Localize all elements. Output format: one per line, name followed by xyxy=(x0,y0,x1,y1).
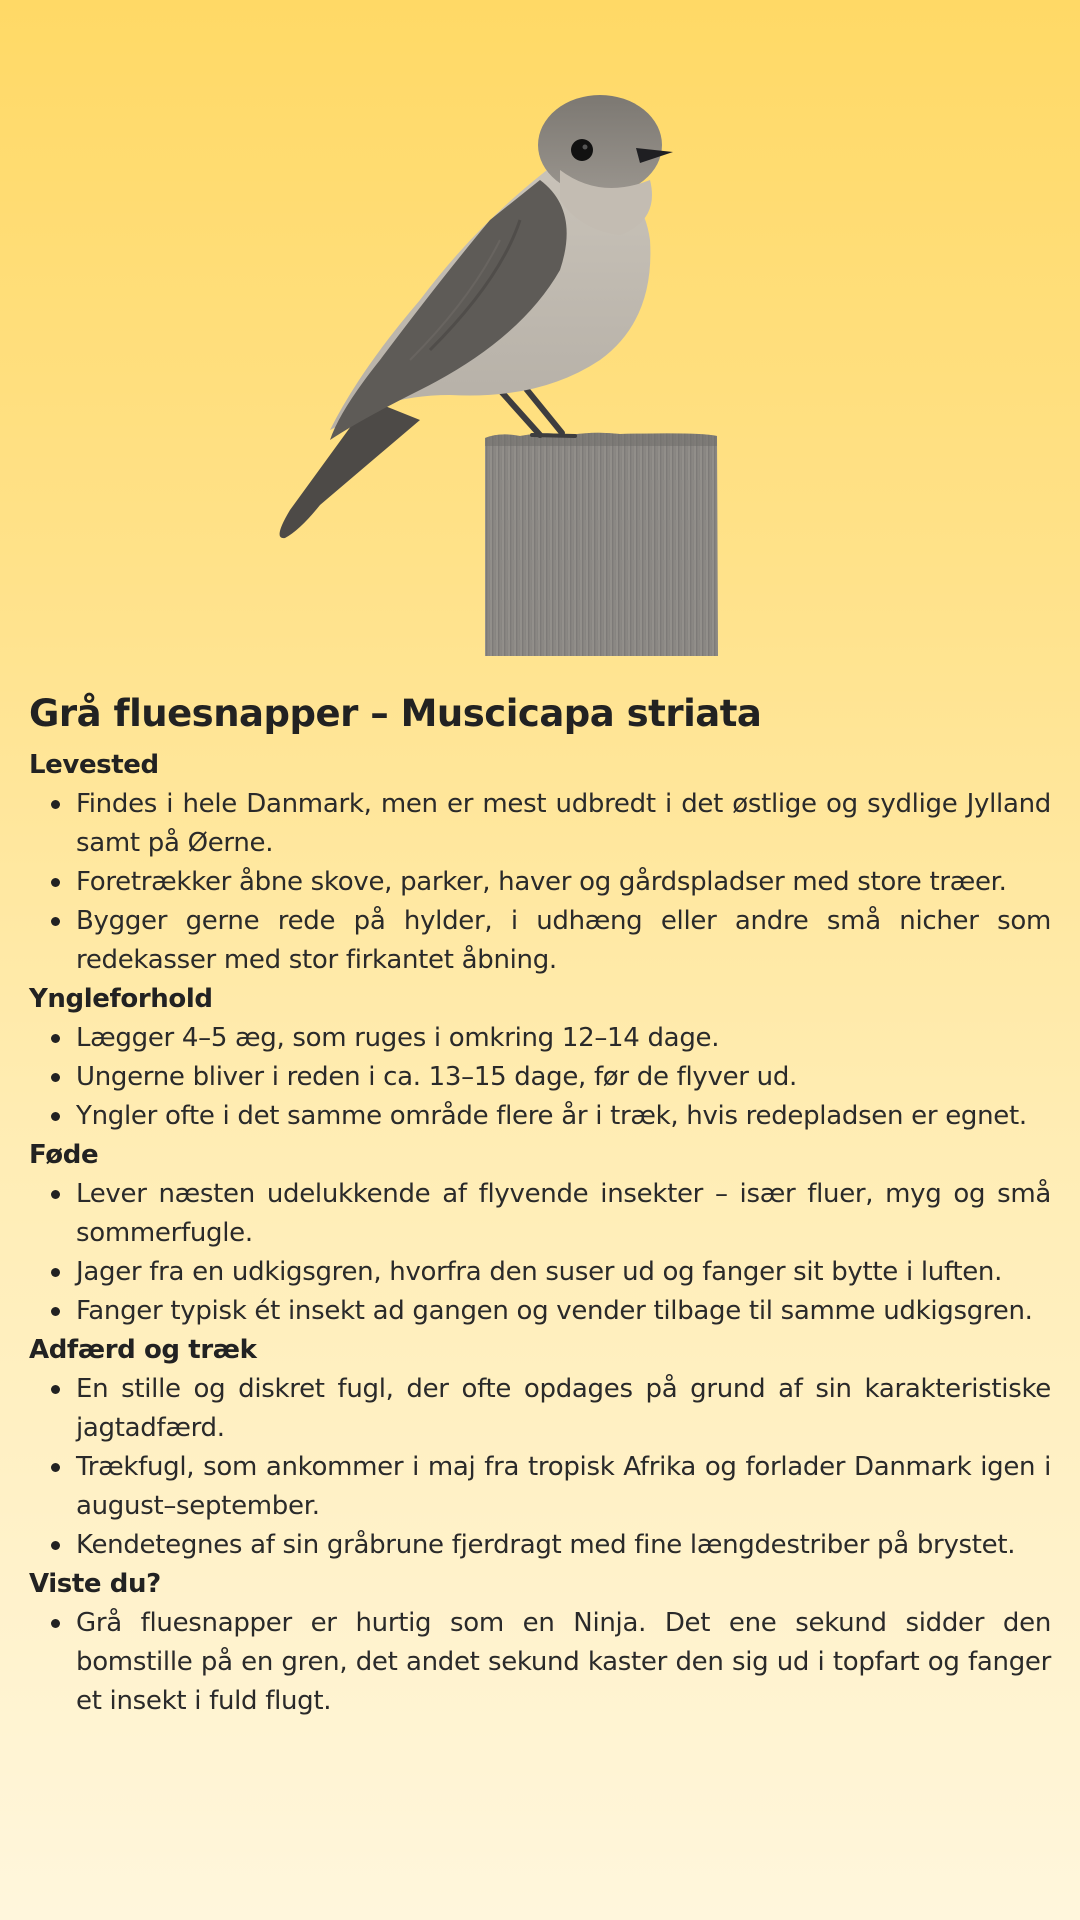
section-heading: Yngleforhold xyxy=(29,984,213,1014)
list-item-text: Trækfugl, som ankommer i maj fra tropisk Afrika og forlader Danmark igen i august–september. xyxy=(76,1452,1051,1521)
list-item-text: En stille og diskret fugl, der ofte opdages på grund af sin karakteristiske jagtadfærd. xyxy=(76,1374,1051,1443)
list-item xyxy=(76,1292,1051,1331)
list-item-text: Jager fra en udkigsgren, hvorfra den suser ud og fanger sit bytte i luften. xyxy=(76,1257,1003,1287)
section-list xyxy=(29,1370,1051,1565)
section-list xyxy=(29,1175,1051,1331)
article-section xyxy=(29,1136,1051,1331)
list-item-text: Kendetegnes af sin gråbrune fjerdragt med fine længdestriber på brystet. xyxy=(76,1530,1016,1560)
section-list xyxy=(29,1604,1051,1721)
section-heading: Viste du? xyxy=(29,1569,161,1599)
list-item xyxy=(76,1448,1051,1526)
list-item xyxy=(76,1097,1051,1136)
bullet-icon xyxy=(51,1190,60,1199)
bullet-icon xyxy=(51,1073,60,1082)
bullet-icon xyxy=(51,1463,60,1472)
bullet-icon xyxy=(51,1268,60,1277)
bullet-icon xyxy=(51,1034,60,1043)
list-item xyxy=(76,785,1051,863)
section-heading: Adfærd og træk xyxy=(29,1335,257,1365)
article-section xyxy=(29,1565,1051,1721)
list-item xyxy=(76,902,1051,980)
list-item-text: Ungerne bliver i reden i ca. 13–15 dage, før de flyver ud. xyxy=(76,1062,797,1092)
bullet-icon xyxy=(51,1385,60,1394)
list-item-text: Grå fluesnapper er hurtig som en Ninja. Det ene sekund sidder den bomstille på en gren, det andet sekund kaster den sig ud i topfart og fanger et insekt i fuld flugt. xyxy=(76,1608,1051,1716)
list-item xyxy=(76,1526,1051,1565)
list-item xyxy=(76,1058,1051,1097)
article-section xyxy=(29,980,1051,1136)
wooden-post xyxy=(485,433,718,656)
section-heading: Levested xyxy=(29,750,159,780)
section-list xyxy=(29,1019,1051,1136)
list-item-text: Lægger 4–5 æg, som ruges i omkring 12–14 dage. xyxy=(76,1023,720,1053)
list-item-text: Lever næsten udelukkende af flyvende insekter – især fluer, myg og små sommerfugle. xyxy=(76,1179,1051,1248)
bird-on-post-illustration xyxy=(0,0,1080,660)
list-item xyxy=(76,1175,1051,1253)
list-item-text: Bygger gerne rede på hylder, i udhæng eller andre små nicher som redekasser med stor firkantet åbning. xyxy=(76,906,1051,975)
list-item-text: Fanger typisk ét insekt ad gangen og vender tilbage til samme udkigsgren. xyxy=(76,1296,1033,1326)
bullet-icon xyxy=(51,1307,60,1316)
article-title: Grå fluesnapper – Muscicapa striata xyxy=(29,692,762,735)
list-item xyxy=(76,1604,1051,1721)
article-section xyxy=(29,746,1051,980)
list-item-text: Foretrækker åbne skove, parker, haver og gårdspladser med store træer. xyxy=(76,867,1007,897)
article-sections xyxy=(29,746,1051,1721)
article xyxy=(29,688,1051,1721)
list-item xyxy=(76,1370,1051,1448)
bullet-icon xyxy=(51,800,60,809)
list-item xyxy=(76,1019,1051,1058)
list-item-text: Yngler ofte i det samme område flere år i træk, hvis redepladsen er egnet. xyxy=(76,1101,1027,1131)
hero-image xyxy=(0,0,1080,660)
bullet-icon xyxy=(51,878,60,887)
section-list xyxy=(29,785,1051,980)
list-item-text: Findes i hele Danmark, men er mest udbredt i det østlige og sydlige Jylland samt på Øerne. xyxy=(76,789,1051,858)
section-heading: Føde xyxy=(29,1140,99,1170)
bullet-icon xyxy=(51,917,60,926)
bullet-icon xyxy=(51,1541,60,1550)
bullet-icon xyxy=(51,1112,60,1121)
bullet-icon xyxy=(51,1619,60,1628)
list-item xyxy=(76,863,1051,902)
list-item xyxy=(76,1253,1051,1292)
article-section xyxy=(29,1331,1051,1565)
